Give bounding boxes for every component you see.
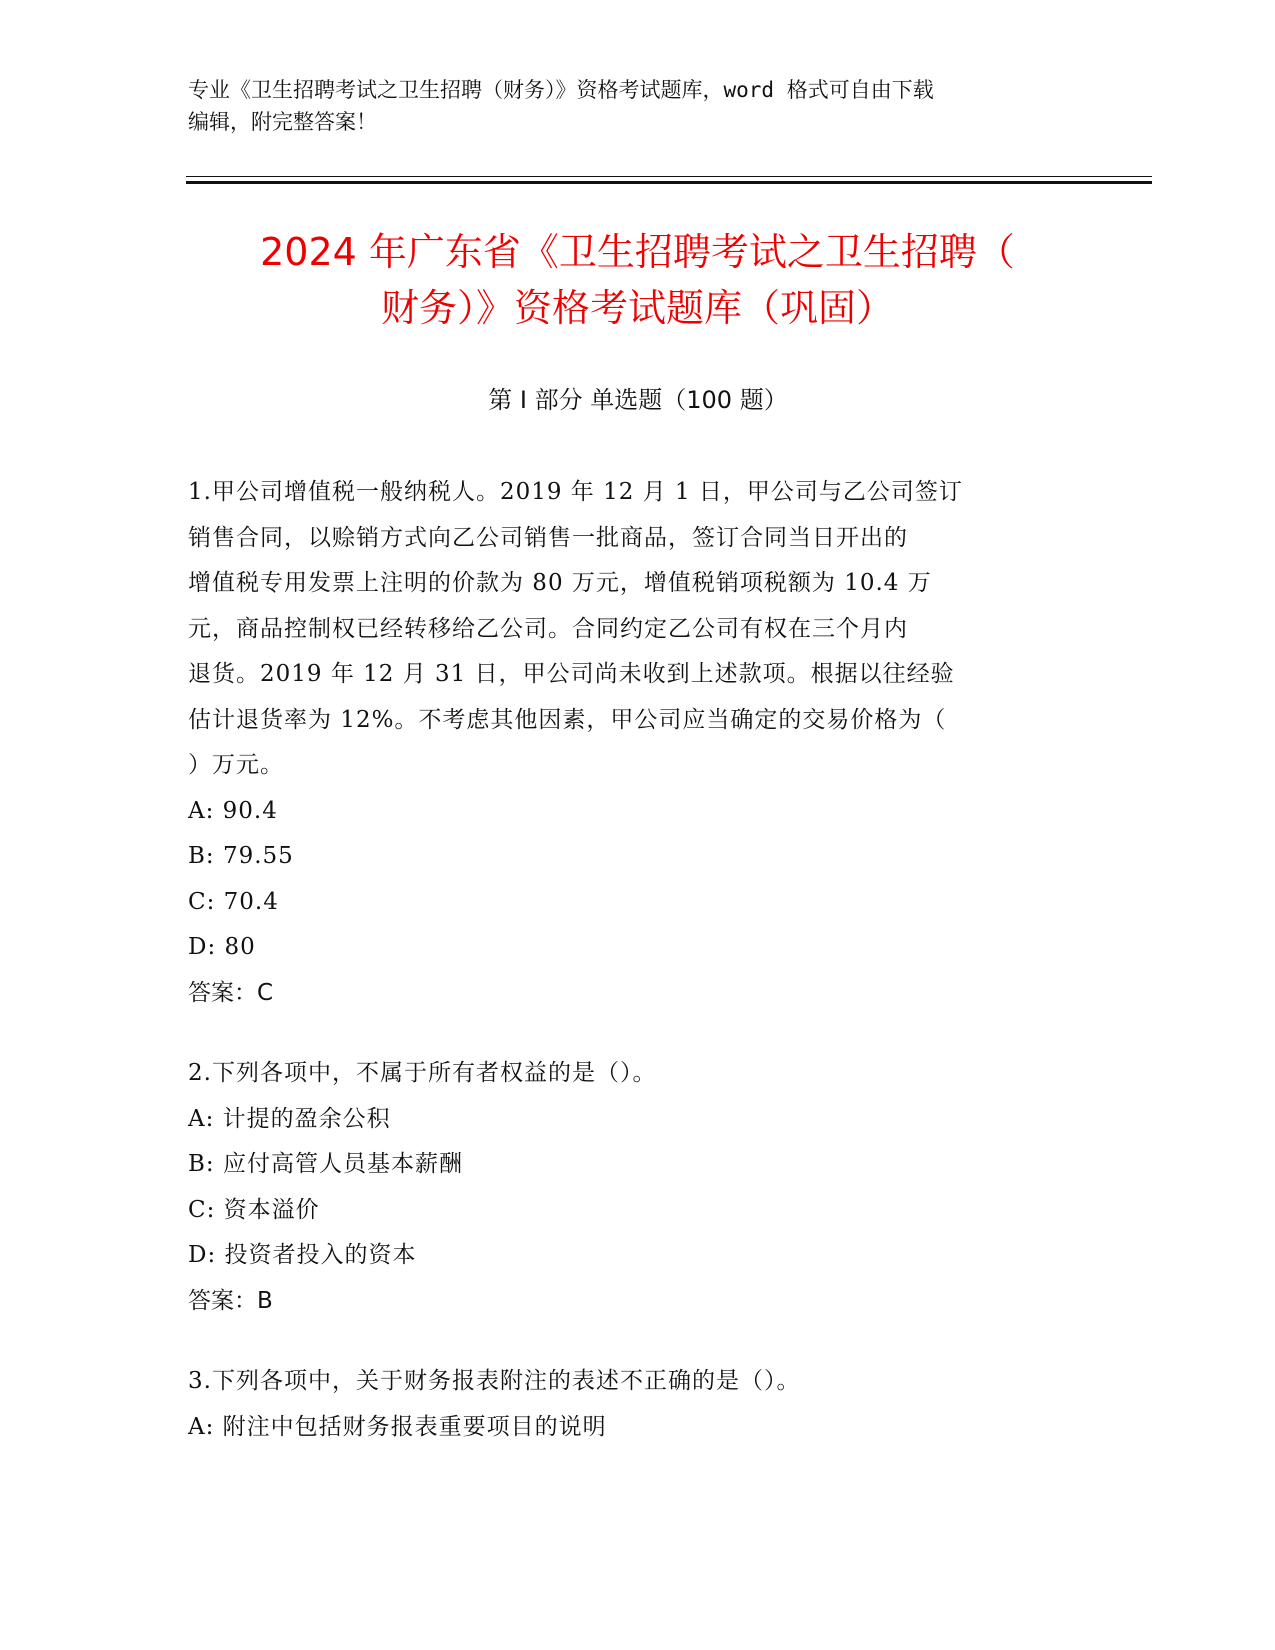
option-d: D: 投资者投入的资本	[188, 1242, 417, 1268]
section-heading: 第 I 部分 单选题（100 题）	[488, 386, 788, 414]
question-2	[188, 1051, 1088, 1324]
question-list	[188, 470, 1088, 1485]
question-stem-line: 估计退货率为 12%。不考虑其他因素，甲公司应当确定的交易价格为（	[188, 706, 947, 733]
option-c: C: 70.4	[188, 888, 279, 915]
option-b: B: 79.55	[188, 843, 294, 869]
question-stem-line: 2.下列各项中，不属于所有者权益的是（）。	[188, 1060, 657, 1086]
question-stem-line: 元，商品控制权已经转移给乙公司。合同约定乙公司有权在三个月内	[188, 615, 908, 642]
question-stem-line: 退货。2019 年 12 月 31 日，甲公司尚未收到上述款项。根据以往经验	[188, 661, 955, 687]
header-note-line: 专业《卫生招聘考试之卫生招聘（财务）》资格考试题库，word 格式可自由下载	[188, 78, 934, 102]
question-stem-line: ）万元。	[188, 752, 284, 778]
title-line: 2024 年广东省《卫生招聘考试之卫生招聘（	[260, 230, 1015, 274]
header-divider-thick	[186, 181, 1152, 184]
question-3	[188, 1359, 1088, 1450]
question-stem-line: 3.下列各项中，关于财务报表附注的表述不正确的是（）。	[188, 1368, 801, 1394]
document-title	[150, 224, 1125, 336]
option-d: D: 80	[188, 934, 256, 960]
answer-line: 答案：B	[188, 1287, 273, 1314]
header-note-line: 编辑，附完整答案！	[188, 110, 377, 134]
title-line: 财务）》资格考试题库（巩固）	[380, 286, 894, 330]
option-b: B: 应付高管人员基本薪酬	[188, 1151, 463, 1177]
answer-line: 答案：C	[188, 979, 274, 1006]
option-a: A: 计提的盈余公积	[188, 1105, 391, 1132]
header-note	[188, 74, 1088, 138]
question-1	[188, 470, 1088, 1016]
question-stem-line: 销售合同，以赊销方式向乙公司销售一批商品，签订合同当日开出的	[188, 524, 908, 551]
option-c: C: 资本溢价	[188, 1196, 320, 1223]
option-a: A: 90.4	[188, 797, 278, 824]
question-stem-line: 增值税专用发票上注明的价款为 80 万元，增值税销项税额为 10.4 万	[188, 570, 932, 596]
option-a: A: 附注中包括财务报表重要项目的说明	[188, 1413, 607, 1440]
header-divider-thin	[186, 176, 1152, 177]
question-stem-line: 1.甲公司增值税一般纳税人。2019 年 12 月 1 日，甲公司与乙公司签订	[188, 479, 963, 505]
